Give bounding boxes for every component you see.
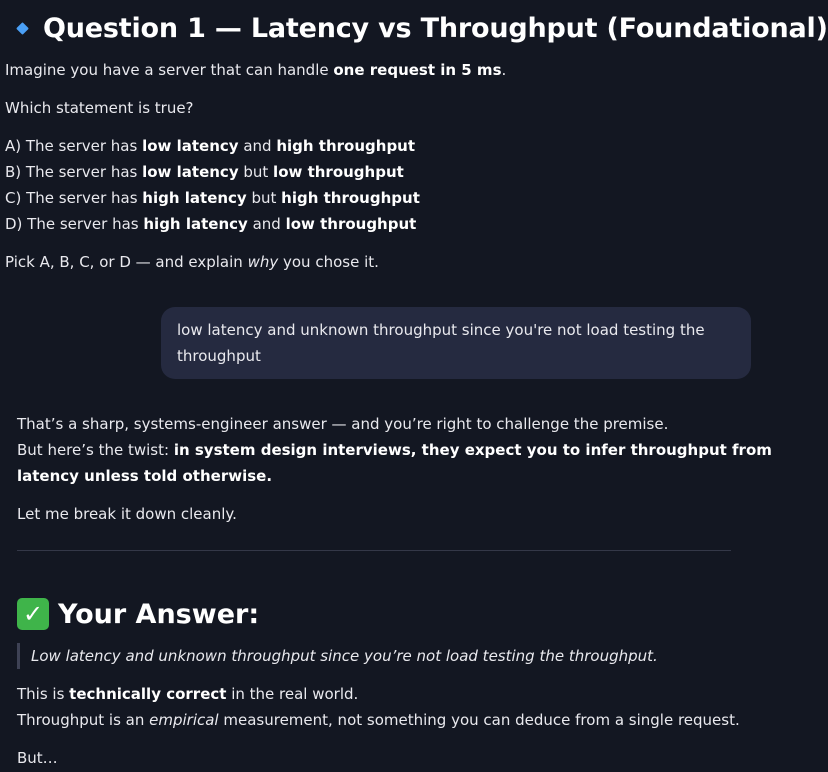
check-mark-icon: ✓ <box>17 598 49 630</box>
option-c: C) The server has high latency but high throughput <box>5 189 420 207</box>
answer-line-2: Throughput is an empirical measurement, not something you can deduce from a single request. <box>17 711 740 729</box>
question-prompt: Which statement is true? <box>5 99 194 117</box>
option-b: B) The server has low latency but low throughput <box>5 163 404 181</box>
reply-line-3: latency unless told otherwise. <box>17 467 273 485</box>
question-heading <box>14 8 828 48</box>
pick-instruction: Pick A, B, C, or D — and explain why you chose it. <box>5 253 379 271</box>
question-intro: Imagine you have a server that can handle one request in 5 ms. <box>5 61 507 79</box>
reply-line-2: But here’s the twist: in system design interviews, they expect you to infer throughput from <box>17 441 772 459</box>
answer-line-1: This is technically correct in the real world. <box>17 685 359 703</box>
reply-line-4: Let me break it down cleanly. <box>17 505 237 523</box>
answer-heading-text: Your Answer: <box>58 598 260 630</box>
answer-heading <box>17 594 259 634</box>
answer-line-3: But… <box>17 749 58 767</box>
user-message-bubble <box>161 307 751 379</box>
option-a: A) The server has low latency and high throughput <box>5 137 416 155</box>
user-message-text: low latency and unknown throughput since you're not load testing the throughput <box>177 321 705 365</box>
answer-quote: Low latency and unknown throughput since you’re not load testing the throughput. <box>17 643 658 669</box>
section-divider <box>17 550 731 551</box>
reply-line-1: That’s a sharp, systems-engineer answer — and you’re right to challenge the premise. <box>17 415 669 433</box>
blue-diamond-icon <box>16 22 29 35</box>
question-title: Question 1 — Latency vs Throughput (Foundational) <box>43 12 828 44</box>
option-d: D) The server has high latency and low throughput <box>5 215 417 233</box>
